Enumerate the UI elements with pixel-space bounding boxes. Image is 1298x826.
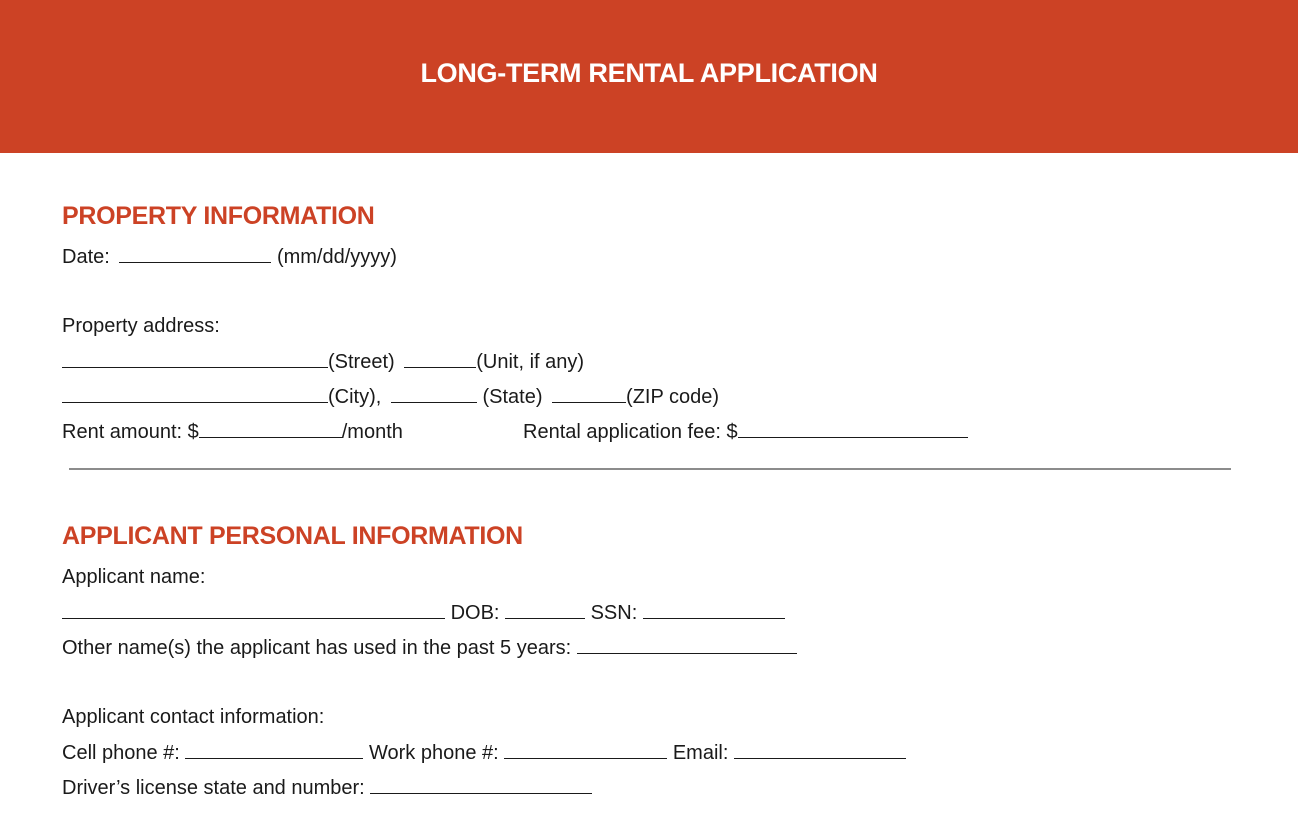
applicant-name-label: Applicant name:	[62, 566, 206, 588]
drivers-license-row	[62, 775, 592, 800]
drivers-license-label: Driver’s license state and number:	[62, 777, 365, 799]
work-phone-label: Work phone #:	[369, 742, 499, 764]
cell-phone-field[interactable]	[185, 740, 363, 759]
other-names-label: Other name(s) the applicant has used in the past 5 years:	[62, 637, 572, 659]
contact-info-label: Applicant contact information:	[62, 706, 325, 728]
rent-suffix: /month	[341, 421, 403, 443]
city-hint: (City),	[328, 386, 382, 408]
dob-field[interactable]	[505, 600, 585, 619]
section-heading-applicant: APPLICANT PERSONAL INFORMATION	[62, 522, 523, 550]
rent-amount-field[interactable]	[199, 419, 342, 438]
street-field[interactable]	[62, 349, 328, 368]
cell-phone-label: Cell phone #:	[62, 742, 180, 764]
header-banner	[0, 0, 1298, 153]
street-row	[62, 349, 584, 374]
other-names-field[interactable]	[577, 635, 797, 654]
document-title: LONG-TERM RENTAL APPLICATION	[420, 58, 878, 88]
section-heading-property: PROPERTY INFORMATION	[62, 202, 375, 230]
date-field[interactable]	[119, 244, 271, 263]
ssn-label: SSN:	[590, 602, 638, 624]
date-row	[62, 244, 397, 269]
application-fee-label: Rental application fee: $	[523, 421, 738, 443]
state-field[interactable]	[391, 384, 477, 403]
other-names-row	[62, 635, 797, 660]
date-hint: (mm/dd/yyyy)	[276, 246, 397, 268]
ssn-field[interactable]	[643, 600, 785, 619]
unit-hint: (Unit, if any)	[476, 351, 585, 373]
work-phone-field[interactable]	[504, 740, 667, 759]
property-address-label: Property address:	[62, 315, 220, 337]
date-label: Date:	[62, 246, 110, 268]
email-label: Email:	[672, 742, 729, 764]
city-field[interactable]	[62, 384, 328, 403]
phone-email-row	[62, 740, 906, 765]
zip-field[interactable]	[552, 384, 626, 403]
drivers-license-field[interactable]	[370, 775, 592, 794]
dob-label: DOB:	[450, 602, 500, 624]
state-hint: (State)	[482, 386, 543, 408]
city-row	[62, 384, 719, 409]
name-dob-ssn-row	[62, 600, 785, 625]
application-fee-field[interactable]	[738, 419, 968, 438]
section-divider	[69, 468, 1231, 470]
unit-field[interactable]	[404, 349, 476, 368]
email-field[interactable]	[734, 740, 906, 759]
rent-label: Rent amount: $	[62, 421, 199, 443]
application-fee-group	[523, 419, 968, 444]
street-hint: (Street)	[328, 351, 395, 373]
applicant-name-field[interactable]	[62, 600, 445, 619]
zip-hint: (ZIP code)	[626, 386, 720, 408]
rent-row	[62, 419, 1242, 444]
